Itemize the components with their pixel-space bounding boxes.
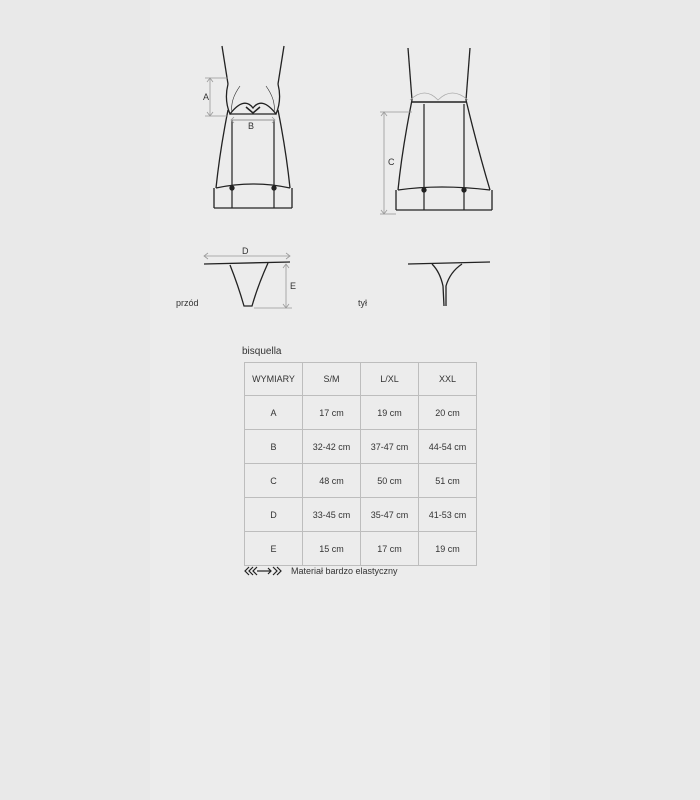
table-row (245, 498, 477, 532)
table-cell: 48 cm (303, 464, 361, 498)
front-view-label: przód (176, 298, 199, 308)
table-header-cell: WYMIARY (245, 363, 303, 396)
table-cell: A (245, 396, 303, 430)
back-babydoll-drawing (396, 48, 492, 210)
table-cell: 20 cm (419, 396, 477, 430)
table-cell: 37-47 cm (361, 430, 419, 464)
table-header-cell: S/M (303, 363, 361, 396)
back-thong-drawing (408, 262, 490, 306)
front-thong-drawing (204, 262, 290, 306)
product-name: bisquella (242, 346, 282, 357)
table-header-row (245, 363, 477, 396)
table-cell: 33-45 cm (303, 498, 361, 532)
table-cell: B (245, 430, 303, 464)
table-row (245, 396, 477, 430)
table-cell: D (245, 498, 303, 532)
back-view-label: tył (358, 298, 367, 308)
table-cell: E (245, 532, 303, 566)
table-cell: 32-42 cm (303, 430, 361, 464)
table-cell: 15 cm (303, 532, 361, 566)
table-cell: 44-54 cm (419, 430, 477, 464)
size-table (244, 362, 477, 566)
table-header-cell: L/XL (361, 363, 419, 396)
table-cell: C (245, 464, 303, 498)
dimension-e-label: E (290, 281, 297, 291)
table-cell: 17 cm (303, 396, 361, 430)
table-cell: 41-53 cm (419, 498, 477, 532)
dimension-d-label: D (242, 246, 249, 256)
elastic-arrow-icon (244, 566, 282, 576)
table-cell: 51 cm (419, 464, 477, 498)
material-note-text: Materiał bardzo elastyczny (291, 566, 398, 576)
table-row (245, 464, 477, 498)
dimension-a-label: A (203, 92, 210, 102)
table-cell: 19 cm (419, 532, 477, 566)
dimension-e-marker (254, 264, 292, 308)
table-row (245, 532, 477, 566)
table-cell: 35-47 cm (361, 498, 419, 532)
dimension-b-label: B (248, 121, 255, 131)
table-header-cell: XXL (419, 363, 477, 396)
table-cell: 50 cm (361, 464, 419, 498)
table-cell: 17 cm (361, 532, 419, 566)
dimension-c-label: C (388, 157, 395, 167)
table-row (245, 430, 477, 464)
material-note (244, 566, 398, 576)
table-cell: 19 cm (361, 396, 419, 430)
